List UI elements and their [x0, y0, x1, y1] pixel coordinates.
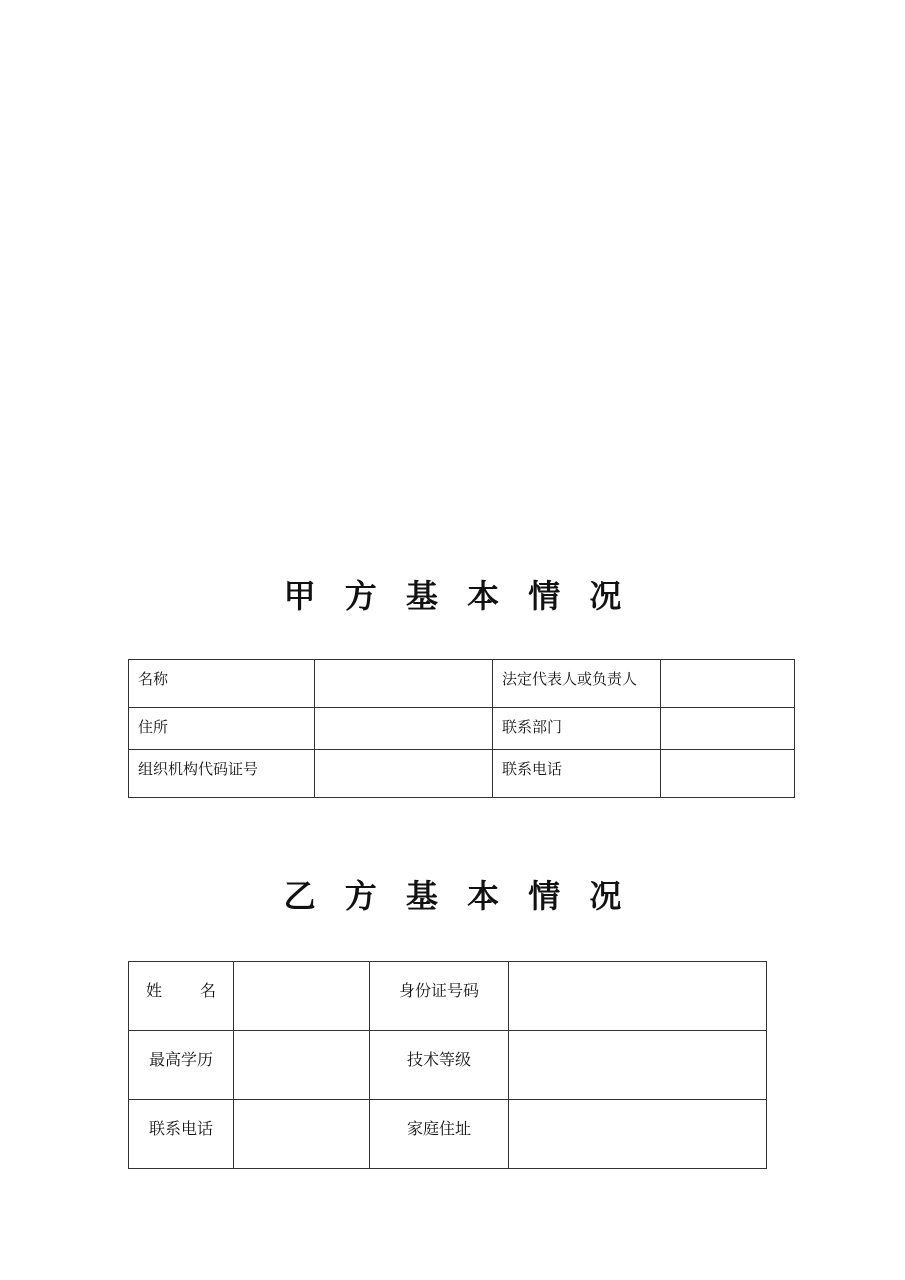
title-char: 乙: [283, 877, 316, 915]
title-char: 情: [528, 877, 561, 915]
party-a-table: [128, 659, 795, 798]
party-a-title: [0, 576, 905, 616]
label-cell: 联系部门: [493, 708, 661, 750]
value-cell[interactable]: [315, 708, 493, 750]
table-row: [129, 750, 795, 798]
title-char: 本: [467, 877, 500, 915]
title-char: 基: [405, 577, 438, 615]
title-char: 方: [344, 577, 377, 615]
label-cell: 名称: [129, 660, 315, 708]
value-cell[interactable]: [234, 1100, 370, 1169]
title-char: 况: [589, 577, 622, 615]
value-cell[interactable]: [509, 1100, 767, 1169]
label-cell: 住所: [129, 708, 315, 750]
table-row: [129, 1100, 767, 1169]
label-cell: 联系电话: [129, 1100, 234, 1169]
value-cell[interactable]: [509, 1031, 767, 1100]
title-char: 基: [405, 877, 438, 915]
value-cell[interactable]: [315, 660, 493, 708]
label-cell: 家庭住址: [370, 1100, 509, 1169]
party-b-table: [128, 961, 767, 1169]
label-cell: 组织机构代码证号: [129, 750, 315, 798]
title-char: 本: [467, 577, 500, 615]
party-b-title: [0, 876, 905, 916]
label-cell: 联系电话: [493, 750, 661, 798]
label-cell: 身份证号码: [370, 962, 509, 1031]
value-cell[interactable]: [234, 962, 370, 1031]
value-cell[interactable]: [661, 708, 795, 750]
label-cell: [129, 962, 234, 1031]
title-char: 情: [528, 577, 561, 615]
name-label: 姓 名: [146, 980, 216, 1000]
value-cell[interactable]: [661, 750, 795, 798]
label-cell: 法定代表人或负责人: [493, 660, 661, 708]
table-row: [129, 660, 795, 708]
title-char: 况: [589, 877, 622, 915]
value-cell[interactable]: [315, 750, 493, 798]
label-cell: 最高学历: [129, 1031, 234, 1100]
table-row: [129, 708, 795, 750]
title-char: 甲: [283, 577, 316, 615]
value-cell[interactable]: [661, 660, 795, 708]
value-cell[interactable]: [509, 962, 767, 1031]
value-cell[interactable]: [234, 1031, 370, 1100]
title-char: 方: [344, 877, 377, 915]
table-row: [129, 962, 767, 1031]
label-cell: 技术等级: [370, 1031, 509, 1100]
table-row: [129, 1031, 767, 1100]
